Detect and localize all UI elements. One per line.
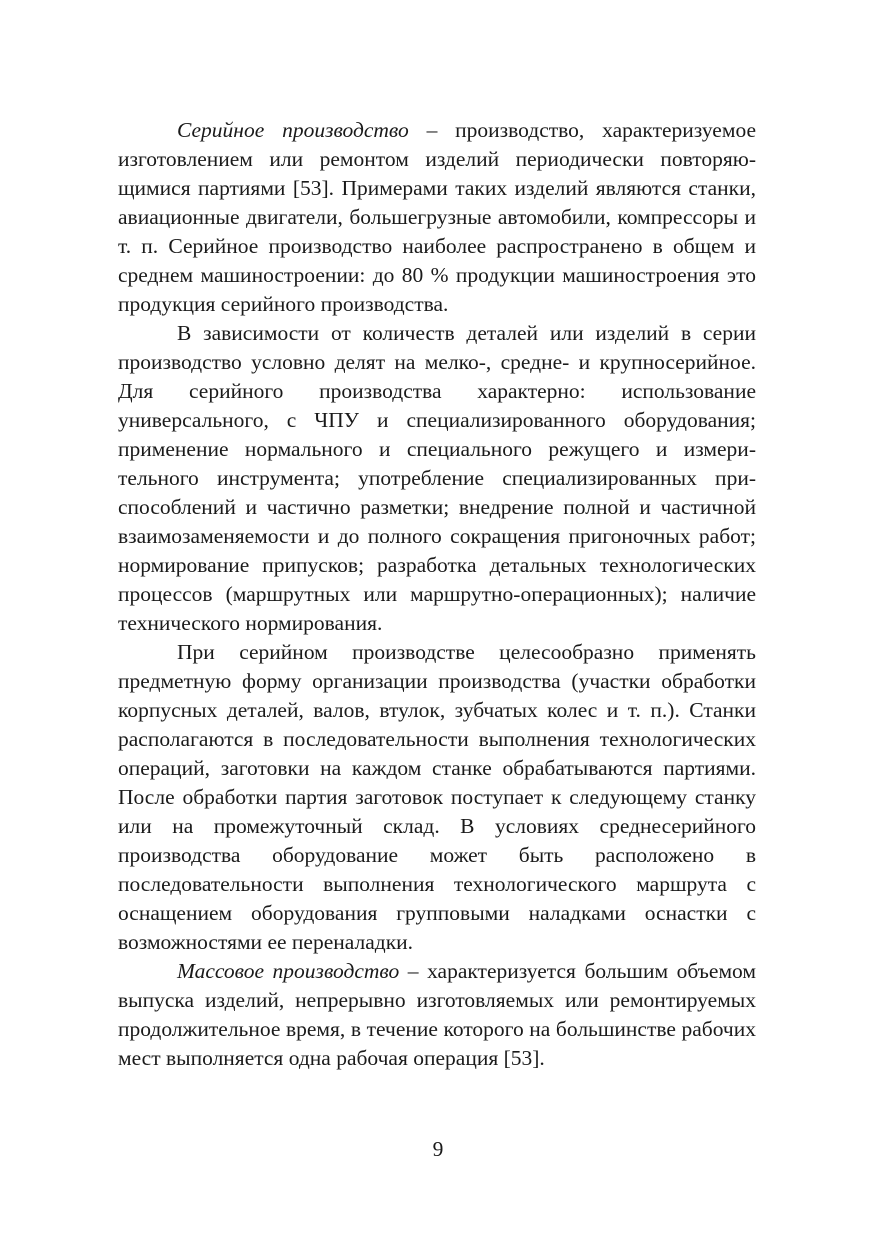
term-mass-production: Массовое производство (177, 959, 400, 983)
paragraph-text: – характеризуется большим объемом выпуска изделий, непрерывно изготовляемых или ремонтируемых продолжительное время, в течение которого на большинстве рабочих мест выполняется одна рабочая операция [53]. (118, 959, 756, 1070)
paragraph-serial-organization (118, 638, 756, 957)
paragraph-text: При серийном производстве целесообразно применять предметную форму организации производства (участки обработки корпусных деталей, валов, втулок, зубчатых колес и т. п.). Станки располагаются в последовательности выполнения технологических операций, заготовки на каждом станке обрабатываются партиями. После обработки партия заготовок поступает к следующему станку или на промежуточный склад. В условиях среднесерийного производства оборудование может быть расположено в последовательности выполнения технологического маршрута с оснащением оборудования групповыми наладками оснастки с возможностями ее переналадки. (118, 640, 756, 954)
body-text (118, 116, 756, 1073)
paragraph-mass-production (118, 957, 756, 1073)
term-serial-production: Серийное производство (177, 118, 409, 142)
paragraph-text: – производство, характеризуемое изготовлением или ремонтом изделий периодически повторяющимися партиями [53]. Примерами таких изделий являются станки, авиационные двигатели, большегрузные автомобили, компрессоры и т. п. Серийное производство наиболее распространено в общем и среднем машиностроении: до 80 % продукции машиностроения это продукция серийного производства. (118, 118, 756, 316)
paragraph-text: В зависимости от количеств деталей или изделий в серии производство условно делят на мелко-, средне- и крупносерийное. Для серийного производства характерно: использование универсального, с ЧПУ и специализированного оборудования; применение нормального и специального режущего и измерительного инструмента; употребление специализированных приспособлений и частично разметки; внедрение полной и частичной взаимозаменяемости и до полного сокращения пригоночных работ; нормирование припусков; разработка детальных технологических процессов (маршрутных или маршрутно-операционных); наличие технического нормирования. (118, 321, 756, 635)
paragraph-serial-characteristics (118, 319, 756, 638)
page-number: 9 (432, 1137, 444, 1161)
paragraph-serial-production (118, 116, 756, 319)
